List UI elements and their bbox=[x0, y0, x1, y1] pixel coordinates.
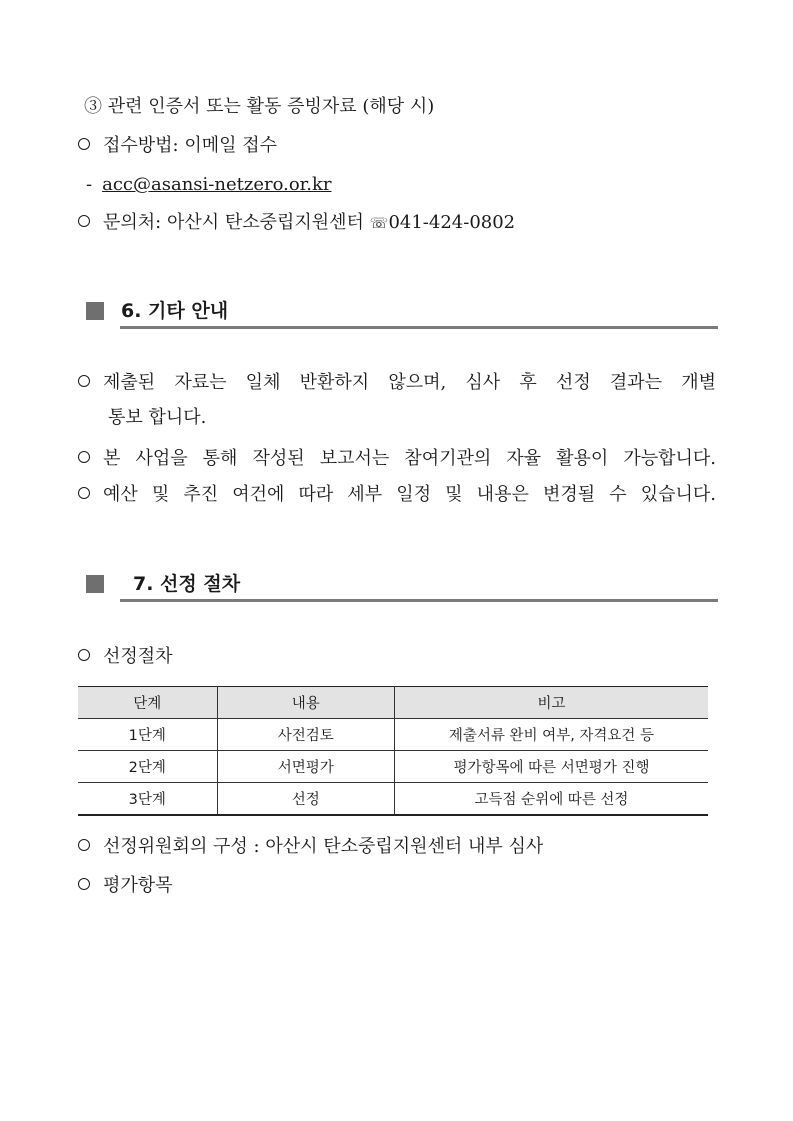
submission-method-text: 접수방법: 이메일 접수 bbox=[103, 135, 277, 156]
email-link[interactable]: acc@asansi-netzero.or.kr bbox=[102, 174, 332, 195]
table-cell-remarks: 평가항목에 따른 서면평가 진행 bbox=[395, 751, 709, 783]
table-cell-stage: 1단계 bbox=[78, 719, 217, 751]
contact-phone: 041-424-0802 bbox=[388, 212, 516, 233]
section-6-title: 6. 기타 안내 bbox=[121, 300, 229, 322]
circle-bullet-icon bbox=[78, 839, 90, 851]
submission-method-item bbox=[78, 133, 277, 159]
circle-bullet-icon bbox=[78, 375, 90, 387]
section-6-bullet-3 bbox=[78, 482, 716, 508]
section-7-title: 7. 선정 절차 bbox=[133, 573, 241, 595]
table-row bbox=[78, 783, 708, 816]
table-row bbox=[78, 719, 708, 751]
committee-item bbox=[78, 834, 543, 860]
table-cell-remarks: 고득점 순위에 따른 선정 bbox=[395, 783, 709, 816]
circle-bullet-icon bbox=[78, 649, 90, 661]
required-doc-item-3 bbox=[84, 94, 434, 120]
table-cell-stage: 2단계 bbox=[78, 751, 217, 783]
table-cell-content: 사전검토 bbox=[217, 719, 394, 751]
selection-procedure-item bbox=[78, 644, 173, 670]
circle-bullet-icon bbox=[78, 451, 90, 463]
section-6-bullet-3-text: 예산 및 추진 여건에 따라 세부 일정 및 내용은 변경될 수 있습니다. bbox=[103, 484, 716, 505]
table-cell-stage: 3단계 bbox=[78, 783, 217, 816]
circle-bullet-icon bbox=[78, 487, 90, 499]
section-6-rule bbox=[120, 326, 718, 329]
section-7-rule bbox=[120, 599, 718, 602]
table-cell-content: 선정 bbox=[217, 783, 394, 816]
committee-text: 선정위원회의 구성 : 아산시 탄소중립지원센터 내부 심사 bbox=[103, 836, 544, 857]
section-6-bullet-2 bbox=[78, 446, 716, 472]
section-marker-square bbox=[86, 302, 104, 320]
section-6-bullet-1-cont bbox=[108, 405, 206, 431]
required-doc-item-3-text: ③ 관련 인증서 또는 활동 증빙자료 (해당 시) bbox=[84, 96, 435, 117]
email-item bbox=[86, 172, 332, 198]
section-6-bullet-1-line1: 제출된 자료는 일체 반환하지 않으며, 심사 후 선정 결과는 개별 bbox=[103, 372, 716, 393]
circle-bullet-icon bbox=[78, 878, 90, 890]
section-6-bullet-2-text: 본 사업을 통해 작성된 보고서는 참여기관의 자율 활용이 가능합니다. bbox=[103, 448, 716, 469]
circle-bullet-icon bbox=[78, 138, 90, 150]
section-marker-square bbox=[86, 575, 104, 593]
section-6-bullet-1-line2: 통보 합니다. bbox=[108, 407, 207, 428]
phone-icon: ☏ bbox=[369, 214, 389, 232]
table-header-stage: 단계 bbox=[78, 687, 217, 719]
table-header-remarks: 비고 bbox=[395, 687, 709, 719]
selection-procedure-table bbox=[78, 686, 708, 816]
dash-marker: - bbox=[86, 174, 93, 195]
eval-items-heading: 평가항목 bbox=[103, 875, 173, 896]
contact-label: 문의처: 아산시 탄소중립지원센터 bbox=[103, 212, 370, 233]
section-6-bullet-1 bbox=[78, 370, 716, 396]
table-header-content: 내용 bbox=[217, 687, 394, 719]
contact-item bbox=[78, 210, 515, 236]
table-cell-remarks: 제출서류 완비 여부, 자격요건 등 bbox=[395, 719, 709, 751]
circle-bullet-icon bbox=[78, 215, 90, 227]
selection-procedure-heading: 선정절차 bbox=[103, 646, 173, 667]
eval-items-item bbox=[78, 873, 173, 899]
table-header-row bbox=[78, 687, 708, 719]
table-row bbox=[78, 751, 708, 783]
table-cell-content: 서면평가 bbox=[217, 751, 394, 783]
